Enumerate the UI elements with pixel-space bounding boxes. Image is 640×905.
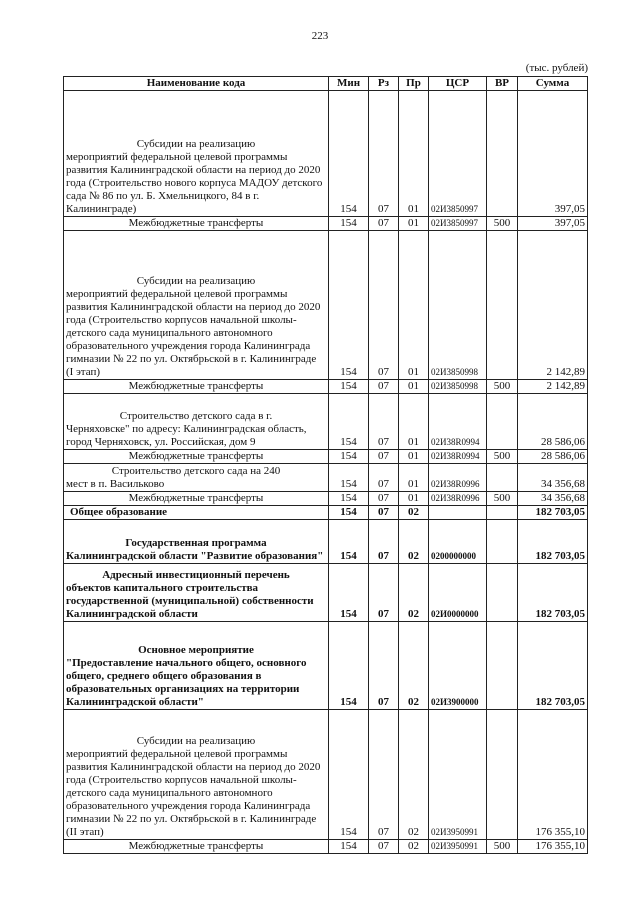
row-csr: 0200000000 <box>429 520 487 564</box>
row-rz: 07 <box>369 622 399 710</box>
header-row <box>64 77 588 91</box>
row-rz: 07 <box>369 520 399 564</box>
row-name <box>64 394 329 450</box>
row-name: Межбюджетные трансферты <box>64 840 329 854</box>
row-min: 154 <box>329 450 369 464</box>
row-pr: 02 <box>399 520 429 564</box>
row-min: 154 <box>329 492 369 506</box>
table-row <box>64 492 588 506</box>
row-min: 154 <box>329 380 369 394</box>
row-rz: 07 <box>369 464 399 492</box>
row-vr <box>487 622 518 710</box>
row-name-text <box>66 465 326 491</box>
row-vr: 500 <box>487 492 518 506</box>
units-label: (тыс. рублей) <box>525 62 588 74</box>
row-name-rest: мероприятий федеральной целевой программы развития Калининградской области на период до 2020 года (Строительство корпусов начальной школы-детского сада муниципального автономного образовательного учреждения города Калининграда гимназии № 22 по ул. Октябрьской в г. Калининграде (I этап) <box>66 288 321 378</box>
row-pr: 01 <box>399 380 429 394</box>
row-sum: 28 586,06 <box>518 450 588 464</box>
row-name-first-line: Основное мероприятие <box>138 644 254 656</box>
row-name: Межбюджетные трансферты <box>64 450 329 464</box>
table-row <box>64 394 588 450</box>
row-rz: 07 <box>369 506 399 520</box>
row-name-text <box>66 569 326 621</box>
row-sum: 176 355,10 <box>518 710 588 840</box>
row-pr: 01 <box>399 492 429 506</box>
row-csr: 02И3850998 <box>429 380 487 394</box>
row-vr <box>487 231 518 380</box>
row-sum: 34 356,68 <box>518 492 588 506</box>
header-pr: Пр <box>399 77 429 91</box>
row-min: 154 <box>329 231 369 380</box>
row-min: 154 <box>329 506 369 520</box>
row-sum: 182 703,05 <box>518 506 588 520</box>
row-min: 154 <box>329 840 369 854</box>
row-name: Общее образование <box>64 506 329 520</box>
row-pr: 01 <box>399 217 429 231</box>
table-row <box>64 464 588 492</box>
row-vr: 500 <box>487 217 518 231</box>
table-row <box>64 506 588 520</box>
page-number: 223 <box>311 30 329 42</box>
row-name-rest: мероприятий федеральной целевой программы развития Калининградской области на период до 2020 года (Строительство нового корпуса МАДОУ детского сада № 86 по ул. Б. Хмельницкого, 84 в г. Калининграде) <box>66 151 323 215</box>
row-csr: 02И3950991 <box>429 840 487 854</box>
row-sum: 182 703,05 <box>518 622 588 710</box>
row-name-text <box>66 275 326 379</box>
table-row <box>64 710 588 840</box>
row-name: Межбюджетные трансферты <box>64 380 329 394</box>
row-csr: 02И3950991 <box>429 710 487 840</box>
row-sum: 182 703,05 <box>518 520 588 564</box>
row-name-text <box>66 537 326 563</box>
row-sum: 28 586,06 <box>518 394 588 450</box>
row-sum: 182 703,05 <box>518 564 588 622</box>
header-vr: ВР <box>487 77 518 91</box>
row-pr: 02 <box>399 840 429 854</box>
table-row <box>64 231 588 380</box>
header-csr: ЦСР <box>429 77 487 91</box>
row-rz: 07 <box>369 564 399 622</box>
row-vr <box>487 520 518 564</box>
row-vr: 500 <box>487 380 518 394</box>
row-name <box>64 710 329 840</box>
row-name-text <box>66 644 326 709</box>
row-min: 154 <box>329 622 369 710</box>
row-name <box>64 520 329 564</box>
table-row <box>64 380 588 394</box>
row-rz: 07 <box>369 450 399 464</box>
header-name: Наименование кода <box>64 77 329 91</box>
row-name-first-line: Субсидии на реализацию <box>136 275 256 287</box>
row-name-first-line: Субсидии на реализацию <box>136 735 256 747</box>
row-pr: 01 <box>399 231 429 380</box>
row-pr: 02 <box>399 710 429 840</box>
row-rz: 07 <box>369 840 399 854</box>
row-min: 154 <box>329 710 369 840</box>
row-min: 154 <box>329 564 369 622</box>
row-pr: 02 <box>399 564 429 622</box>
row-min: 154 <box>329 91 369 217</box>
row-name-first-line: Строительство детского сада на 240 <box>111 465 281 477</box>
row-min: 154 <box>329 464 369 492</box>
row-name <box>64 564 329 622</box>
row-name-rest: Черняховске" по адресу: Калининградская область, город Черняховск, ул. Российская, дом 9 <box>66 423 307 448</box>
row-name <box>64 622 329 710</box>
row-csr <box>429 506 487 520</box>
header-min: Мин <box>329 77 369 91</box>
row-vr <box>487 394 518 450</box>
row-sum: 397,05 <box>518 217 588 231</box>
row-rz: 07 <box>369 217 399 231</box>
row-name-text <box>66 410 326 449</box>
row-sum: 2 142,89 <box>518 380 588 394</box>
table-row <box>64 217 588 231</box>
row-rz: 07 <box>369 91 399 217</box>
row-sum: 2 142,89 <box>518 231 588 380</box>
row-vr <box>487 506 518 520</box>
row-vr <box>487 564 518 622</box>
row-pr: 02 <box>399 622 429 710</box>
row-name-rest: "Предоставление начального общего, основного общего, среднего общего образования в образовательных организациях на территории Калининградской области" <box>66 657 307 708</box>
row-min: 154 <box>329 217 369 231</box>
header-rz: Рз <box>369 77 399 91</box>
row-name <box>64 91 329 217</box>
row-pr: 01 <box>399 464 429 492</box>
row-name-first-line: Государственная программа <box>125 537 267 549</box>
row-vr <box>487 710 518 840</box>
row-name: Межбюджетные трансферты <box>64 492 329 506</box>
row-pr: 01 <box>399 394 429 450</box>
row-csr: 02И3850997 <box>429 217 487 231</box>
row-vr: 500 <box>487 840 518 854</box>
row-vr: 500 <box>487 450 518 464</box>
row-rz: 07 <box>369 394 399 450</box>
row-name-first-line: Строительство детского сада в г. <box>119 410 273 422</box>
table-row <box>64 564 588 622</box>
row-name-rest: мероприятий федеральной целевой программы развития Калининградской области на период до 2020 года (Строительство корпусов начальной школы-детского сада муниципального автономного образовательного учреждения города Калининграда гимназии № 22 по ул. Октябрьской в г. Калининграде (II этап) <box>66 748 321 838</box>
row-pr: 01 <box>399 450 429 464</box>
row-name-text <box>66 138 326 216</box>
row-pr: 01 <box>399 91 429 217</box>
row-csr: 02И3850998 <box>429 231 487 380</box>
table-row <box>64 840 588 854</box>
row-name: Межбюджетные трансферты <box>64 217 329 231</box>
row-csr: 02И0000000 <box>429 564 487 622</box>
row-sum: 397,05 <box>518 91 588 217</box>
row-name-text <box>66 735 326 839</box>
row-name-rest: объектов капитального строительства государственной (муниципальной) собственности Калининградской области <box>66 582 314 620</box>
row-vr <box>487 91 518 217</box>
row-rz: 07 <box>369 380 399 394</box>
row-min: 154 <box>329 394 369 450</box>
table-row <box>64 91 588 217</box>
row-rz: 07 <box>369 231 399 380</box>
row-name-rest: мест в п. Васильково <box>66 478 165 490</box>
row-csr: 02И38R0994 <box>429 394 487 450</box>
row-name <box>64 464 329 492</box>
row-sum: 176 355,10 <box>518 840 588 854</box>
row-csr: 02И38R0996 <box>429 464 487 492</box>
row-name <box>64 231 329 380</box>
row-pr: 02 <box>399 506 429 520</box>
header-sum: Сумма <box>518 77 588 91</box>
row-csr: 02И38R0996 <box>429 492 487 506</box>
budget-table <box>63 76 588 854</box>
row-csr: 02И38R0994 <box>429 450 487 464</box>
table-row <box>64 520 588 564</box>
row-name-first-line: Субсидии на реализацию <box>136 138 256 150</box>
row-rz: 07 <box>369 710 399 840</box>
row-name-rest: Калининградской области "Развитие образования" <box>66 550 324 562</box>
table-row <box>64 622 588 710</box>
row-csr: 02И3900000 <box>429 622 487 710</box>
row-csr: 02И3850997 <box>429 91 487 217</box>
row-name-first-line: Адресный инвестиционный перечень <box>102 569 290 581</box>
table-row <box>64 450 588 464</box>
row-rz: 07 <box>369 492 399 506</box>
row-min: 154 <box>329 520 369 564</box>
row-vr <box>487 464 518 492</box>
row-sum: 34 356,68 <box>518 464 588 492</box>
